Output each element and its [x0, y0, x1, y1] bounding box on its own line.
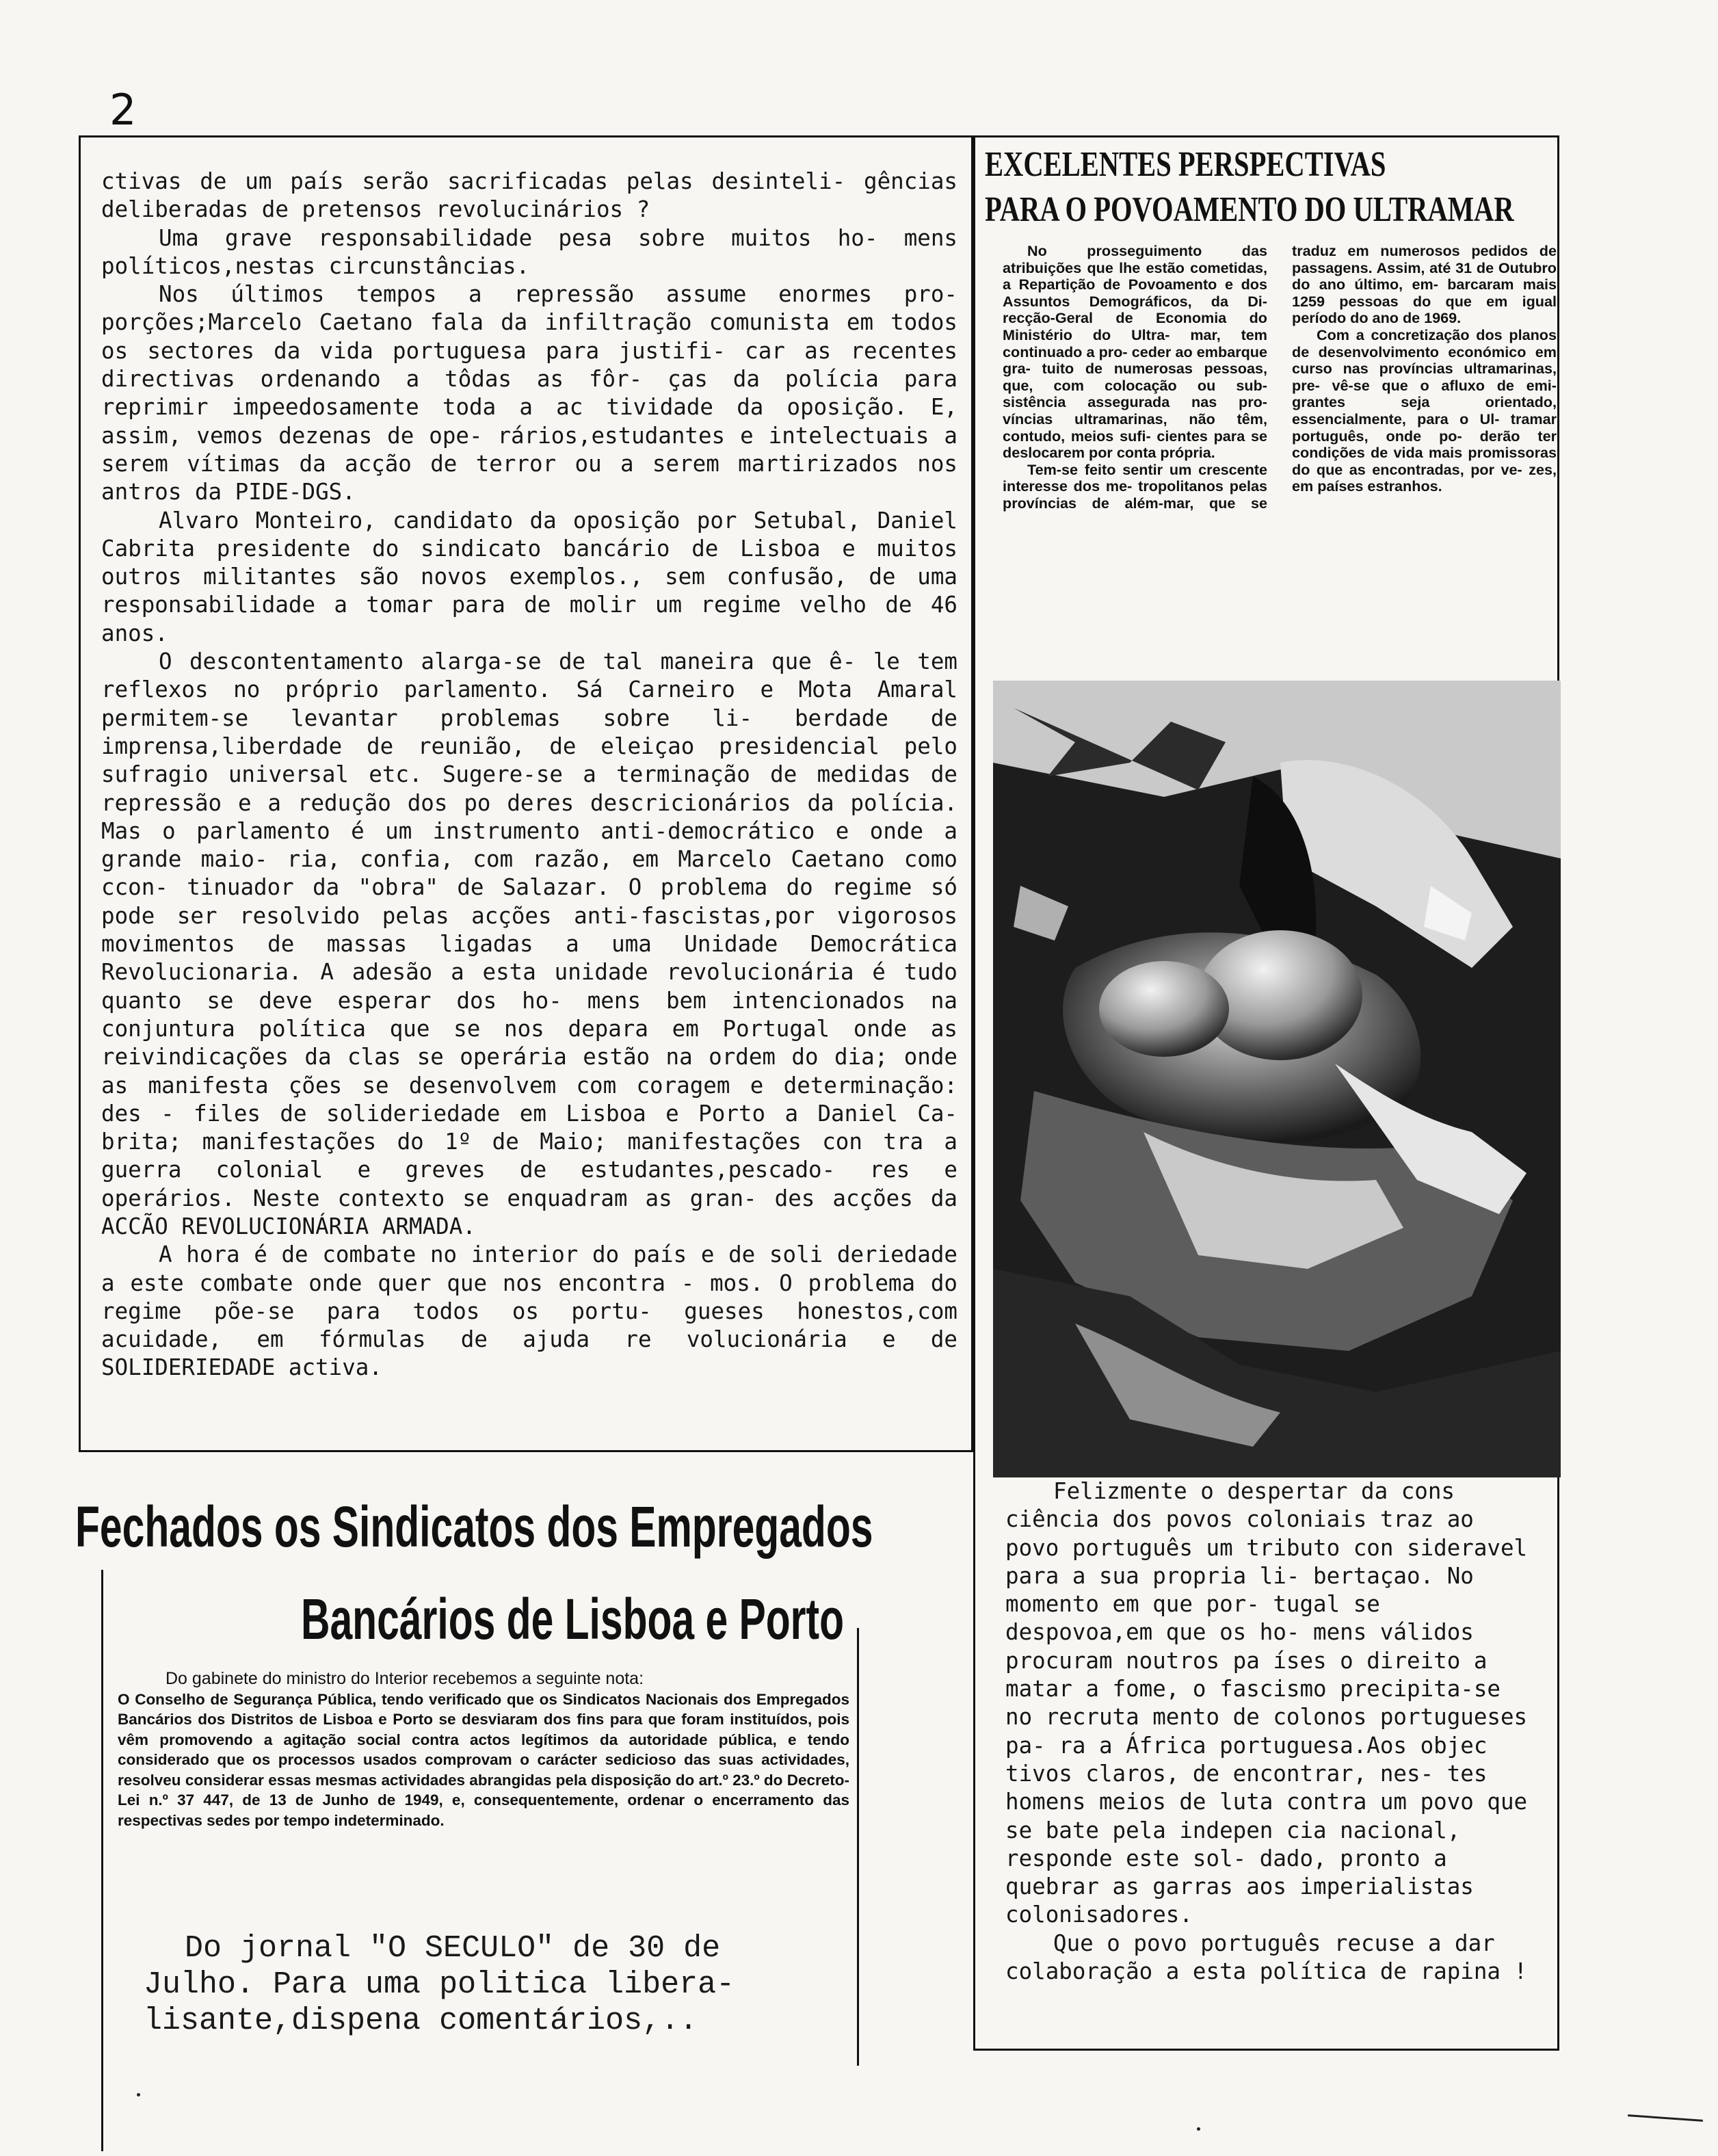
comment-line: Do jornal "O SECULO" de 30 de [185, 1931, 721, 1966]
comment-line: Julho. Para uma politica libera- [144, 1967, 735, 2002]
editorial-comment [144, 1930, 828, 2039]
clipping-news-body [1003, 243, 1557, 512]
main-paragraph: ctivas de um país serão sacrificadas pelas desinteli- gências deliberadas de pretensos revolucinários ? [101, 168, 957, 223]
soldier-photo [993, 681, 1561, 1477]
sindicatos-headline-line1: Fechados os Sindicatos dos Empregados [75, 1495, 873, 1559]
sindicatos-headline-line2: Bancários de Lisboa e Porto [301, 1587, 845, 1651]
pen-mark [1628, 2114, 1703, 2122]
decree-intro: Do gabinete do ministro do Interior recebemos a seguinte nota: [166, 1669, 644, 1688]
clipping-paragraph: Tem-se feito sentir um crescente interesse dos me- tropolitanos pelas províncias de além-mar, que se traduz em numerosos pedidos de passagens. Assim, até 31 de Outubro do ano último, em- barcaram mais 1259 pessoas do que em igual período do ano de 1969. [1003, 242, 1557, 512]
main-paragraph: Nos últimos tempos a repressão assume enormes pro- porções;Marcelo Caetano fala da infiltração comunista em todos os sectores da vida portuguesa para justifi- car as recentes directivas ordenando a tôdas as fôr- ças da polícia para reprimir impeedosamente toda a ac tividade da oposição. E, assim, vemos dezenas de ope- rários,estudantes e intelectuais a serem vítimas da acção de terror ou a serem martirizados nos antros da PIDE-DGS. [101, 281, 957, 505]
caption-paragraph: Felizmente o despertar da cons ciência dos povos coloniais traz ao povo português um tributo con sideravel para a sua propria li- bertaçao. No momento em que por- tugal se despovoa,em que os ho- mens válidos procuram noutros pa íses o direito a matar a fome, o fascismo precipita-se no recruta mento de colonos portugueses pa- ra a África portuguesa.Aos objec tivos claros, de encontrar, nes- tes homens meios de luta contra um povo que se bate pela indepen cia nacional, responde este sol- dado, pronto a quebrar as garras aos imperialistas colonisadores. [1005, 1478, 1528, 1928]
clipping-headline-line1: EXCELENTES PERSPECTIVAS [985, 145, 1386, 184]
specks [1197, 2127, 1200, 2131]
photo-caption [1005, 1477, 1532, 1986]
clipping-headline-line2: PARA O POVOAMENTO DO ULTRAMAR [985, 190, 1514, 229]
page-number: 2 [109, 85, 137, 135]
main-paragraph: A hora é de combate no interior do país e de soli deriedade a este combate onde quer que nos encontra - mos. O problema do regime põe-se para todos os portu- gueses honestos,com acuidade, em fórmulas de ajuda re volucionária e de SOLIDERIEDADE activa. [101, 1241, 957, 1381]
decree-text: O Conselho de Segurança Pública, tendo verificado que os Sindicatos Nacionais dos Empregados Bancários dos Distritos de Lisboa e Porto se desviaram dos fins para que foram instituídos, pois vêm promovendo a agitação social contra actos legítimos da autoridade pública, e tendo considerado que os processos usados comprovam o carácter sedicioso das suas actividades, resolveu considerar essas mesmas actividades abrangidas pela disposição do art.º 23.º do Decreto-Lei n.º 37 447, de 13 de Junho de 1949, e, consequentemente, ordenar o encerramento das respectivas sedes por tempo indeterminado. [118, 1690, 849, 1829]
main-paragraph: O descontentamento alarga-se de tal maneira que ê- le tem reflexos no próprio parlamento. Sá Carneiro e Mota Amaral permitem-se levantar problemas sobre li- berdade de imprensa,liberdade de reunião, de eleiçao presidencial pelo sufragio universal etc. Sugere-se a terminação de medidas de repressão e a redução dos po deres descricionários da polícia. Mas o parlamento é um instrumento anti-democrático e onde a grande maio- ria, confia, com razão, em Marcelo Caetano como ccon- tinuador da "obra" de Salazar. O problema do regime só pode ser resolvido pelas acções anti-fascistas,por vigorosos movimentos de massas ligadas a uma Unidade Democrática Revolucionaria. A adesão a esta unidade revolucionária é tudo quanto se deve esperar dos ho- mens bem intencionados na conjuntura política que se nos depara em Portugal onde as reivindicações da clas se operária estão na ordem do dia; onde as manifesta ções se desenvolvem com coragem e determinação: des - files de solideriedade em Lisboa e Porto a Daniel Ca- brita; manifestações do 1º de Maio; manifestações con tra a guerra colonial e greves de estudantes,pescado- res e operários. Neste contexto se enquadram as gran- des acções da ACCÃO REVOLUCIONÁRIA ARMADA. [101, 648, 957, 1239]
main-article-body [101, 168, 957, 1382]
vertical-rule-left [101, 1570, 103, 2151]
decree-clipping [118, 1669, 849, 1830]
caption-paragraph: Que o povo português recuse a dar colaboração a esta política de rapina ! [1005, 1930, 1528, 1985]
main-paragraph: Alvaro Monteiro, candidato da oposição por Setubal, Daniel Cabrita presidente do sindicato bancário de Lisboa e muitos outros militantes são novos exemplos., sem confusão, de uma responsabilidade a tomar para de molir um regime velho de 46 anos. [101, 507, 957, 646]
specks [137, 2093, 140, 2096]
vertical-rule-right [857, 1628, 859, 2066]
clipping-paragraph: Com a concretização dos planos de desenvolvimento económico em curso nas províncias ultramarinas, pre- vê-se que o afluxo de emi- grantes seja orientado, essencialmente, para o Ul- tramar português, onde po- derão ter condições de vida mais promissoras do que as encontradas, por ve- zes, em países estranhos. [1292, 326, 1557, 495]
comment-line: lisante,dispena comentários,.. [144, 2003, 698, 2038]
clipping-headline [985, 142, 1514, 233]
main-paragraph: Uma grave responsabilidade pesa sobre muitos ho- mens políticos,nestas circunstâncias. [101, 224, 957, 279]
soldier-photo-image [993, 681, 1561, 1477]
clipping-paragraph: No prosseguimento das atribuições que lhe estão cometidas, a Repartição de Povoamento e dos Assuntos Demográficos, da Di- recção-Geral de Economia do Ministério do Ultra- mar, tem continuado a pro- ceder ao embarque gra- tuito de numerosas pessoas, que, com colocação ou sub- sistência assegurada nas pro- víncias ultramarinas, não têm, contudo, meios sufi- cientes para se deslocarem por conta própria. [1003, 242, 1267, 462]
